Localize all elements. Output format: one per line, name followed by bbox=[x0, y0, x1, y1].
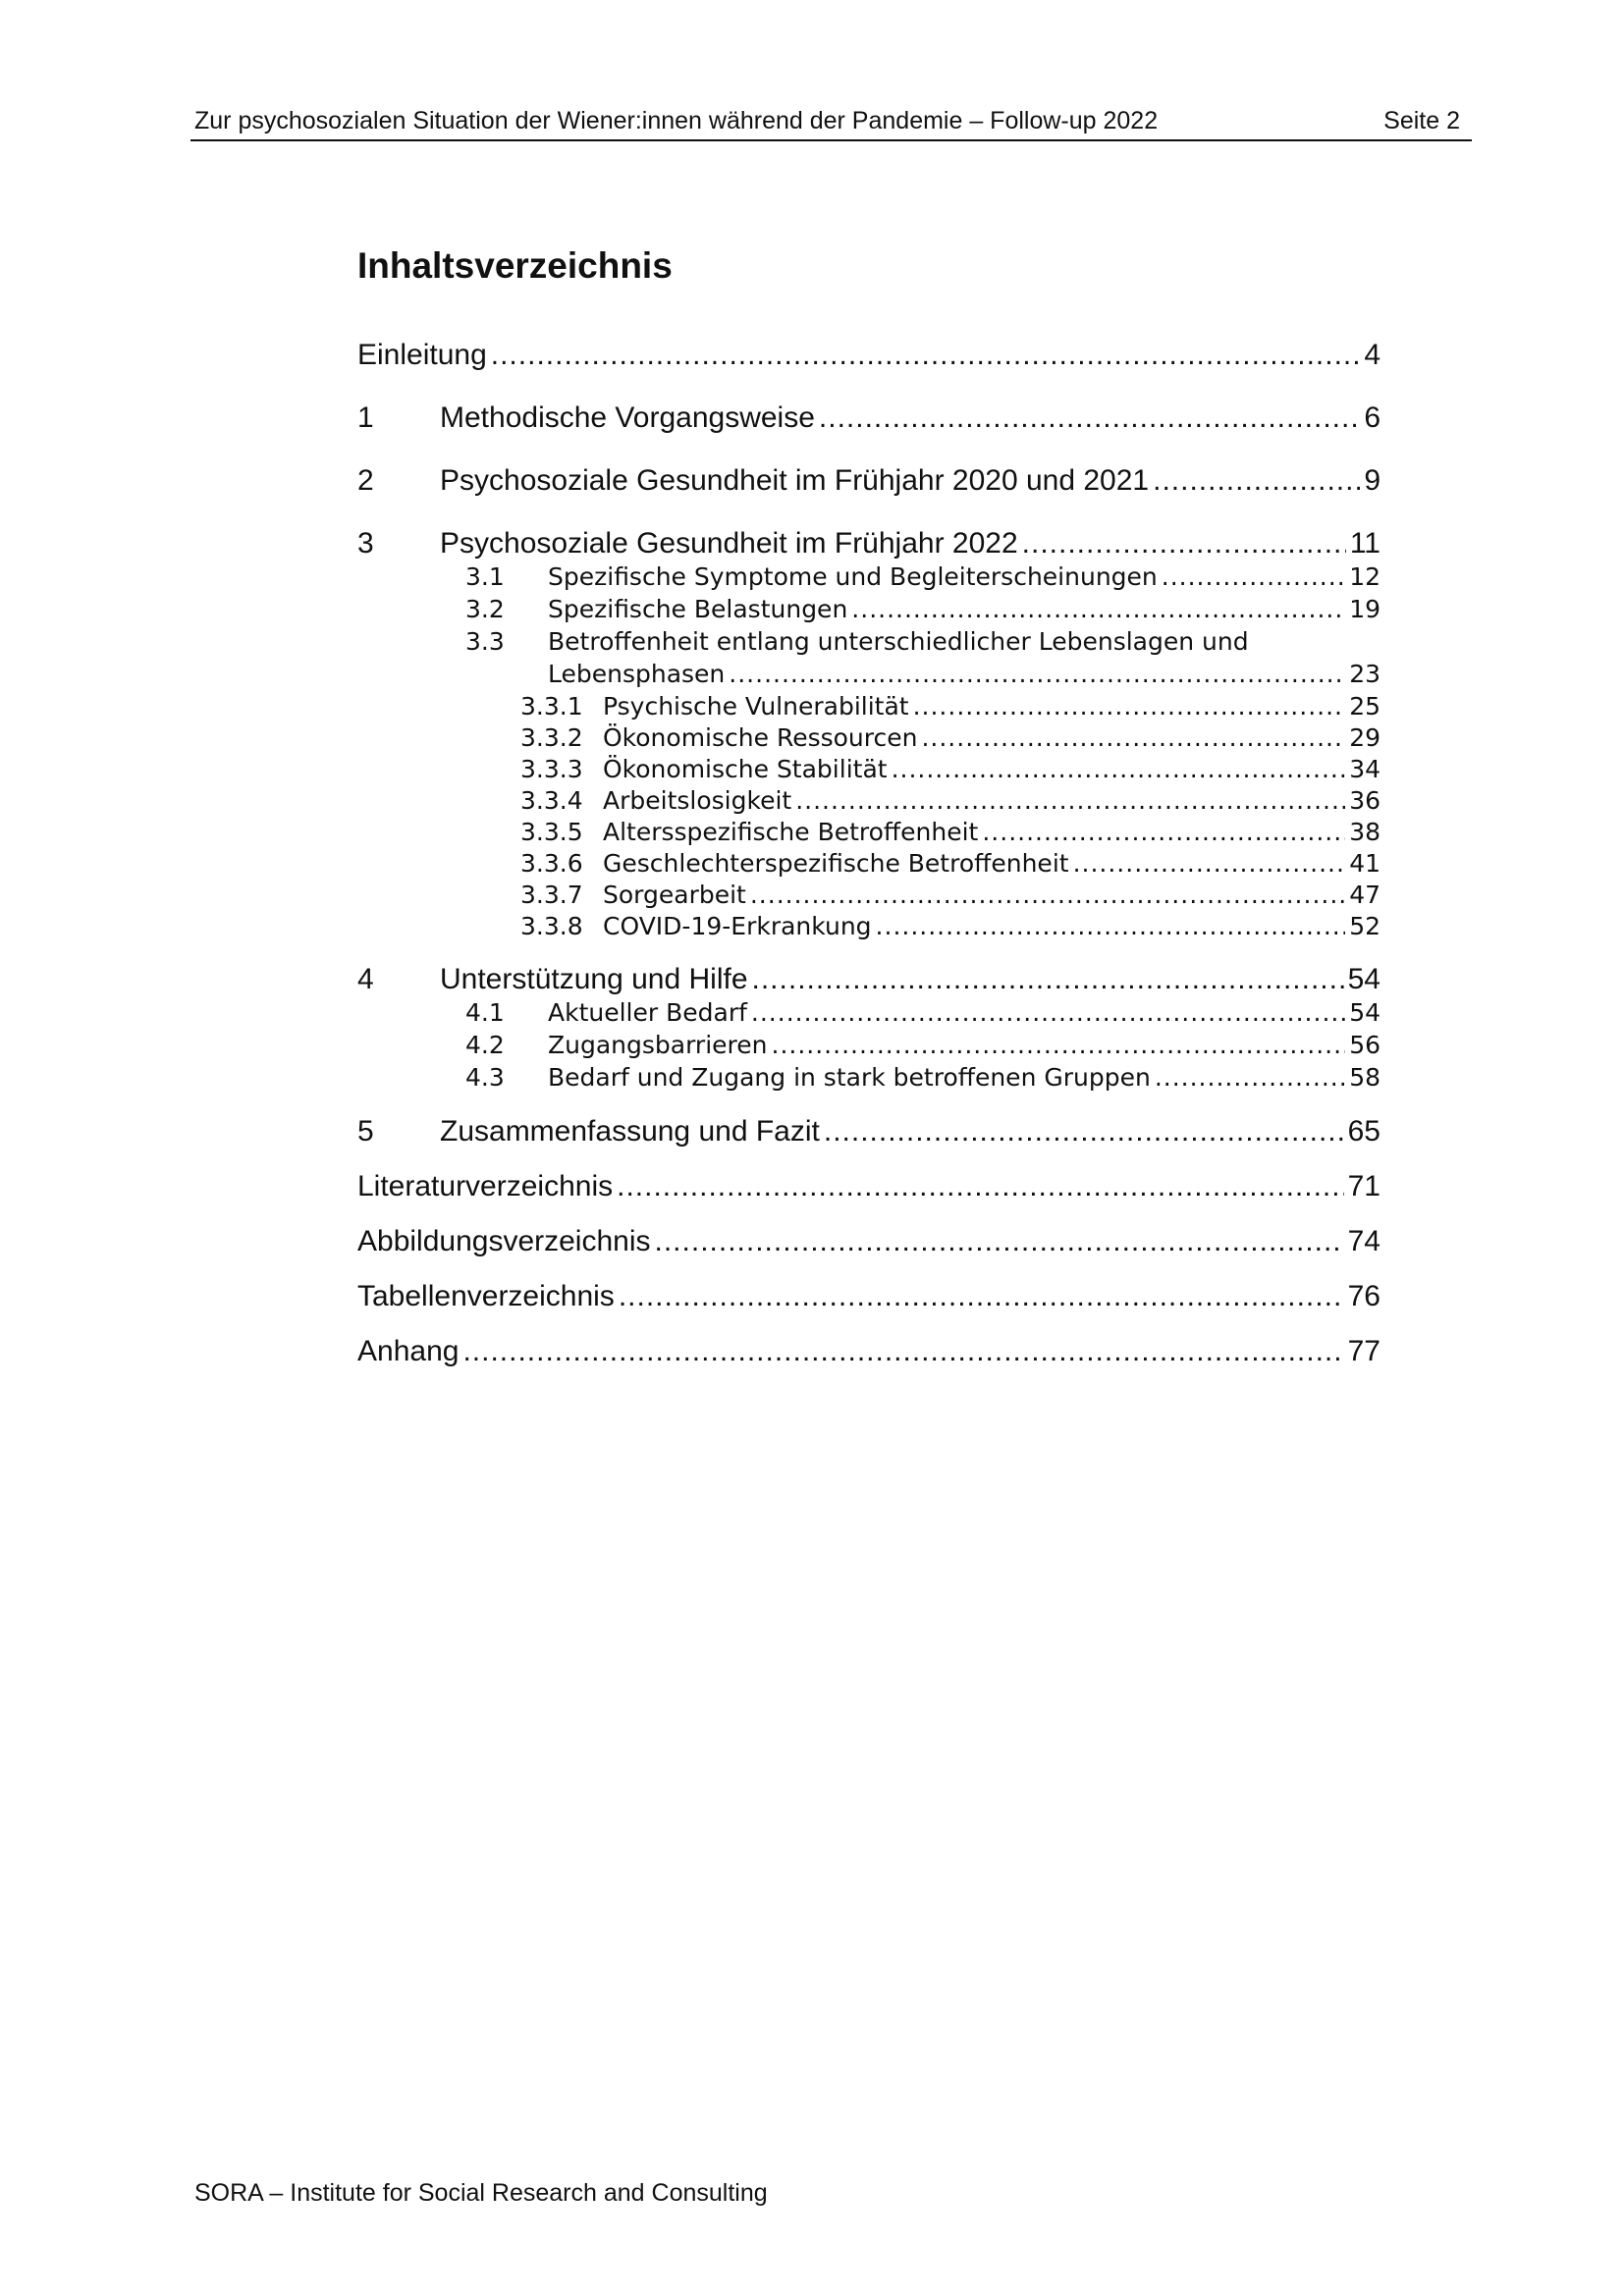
toc-leader-dots bbox=[619, 1271, 1344, 1322]
toc-entry-3-3-1[interactable] bbox=[357, 691, 1380, 722]
toc-entry-label: Psychosoziale Gesundheit im Frühjahr 2022 bbox=[440, 527, 1018, 560]
toc-leader-dots bbox=[1153, 455, 1360, 507]
toc-entry-3-3-8[interactable] bbox=[357, 911, 1380, 942]
toc-entry-5[interactable] bbox=[357, 1106, 1380, 1161]
toc-entry-page: 52 bbox=[1349, 912, 1380, 940]
toc-entry-page: 23 bbox=[1349, 660, 1380, 688]
toc-entry-page: 9 bbox=[1364, 464, 1380, 497]
toc-entry-number: 1 bbox=[357, 401, 374, 434]
toc-entry-3-3-4[interactable] bbox=[357, 785, 1380, 817]
toc-entry-label: Aktueller Bedarf bbox=[548, 998, 747, 1027]
toc-entry-label: Zugangsbarrieren bbox=[548, 1031, 768, 1059]
toc-entry-4[interactable] bbox=[357, 954, 1380, 997]
toc-leader-dots bbox=[729, 659, 1345, 690]
toc-entry-label: Altersspezifische Betroffenheit bbox=[603, 818, 979, 846]
toc-entry-label: Tabellenverzeichnis bbox=[357, 1280, 615, 1312]
toc-entry-page: 77 bbox=[1347, 1335, 1380, 1367]
toc-entry-number: 3.3.4 bbox=[520, 786, 583, 815]
toc-entry-page: 71 bbox=[1347, 1170, 1380, 1202]
toc-entry-label: Betroffenheit entlang unterschiedlicher Lebenslagen und bbox=[548, 627, 1249, 656]
toc-entry-page: 19 bbox=[1349, 595, 1380, 623]
toc-leader-dots bbox=[1073, 848, 1346, 880]
toc-entry-2[interactable] bbox=[357, 455, 1380, 518]
toc-entry-number: 3.3 bbox=[465, 627, 505, 656]
toc-leader-dots bbox=[750, 880, 1345, 911]
toc-entry-page: 76 bbox=[1347, 1280, 1380, 1312]
toc-entry-page: 4 bbox=[1364, 339, 1380, 371]
toc-entry-einleitung[interactable] bbox=[357, 330, 1380, 393]
toc-entry-page: 38 bbox=[1349, 818, 1380, 846]
toc-entry-label: Psychosoziale Gesundheit im Frühjahr 2020 und 2021 bbox=[440, 464, 1150, 497]
toc-leader-dots bbox=[772, 1030, 1346, 1061]
toc-entry-label: Anhang bbox=[357, 1335, 460, 1367]
toc-entry-label: Geschlechterspezifische Betroffenheit bbox=[603, 849, 1069, 878]
toc-entry-3-3-6[interactable] bbox=[357, 848, 1380, 880]
toc-entry-number: 3.3.5 bbox=[520, 818, 583, 846]
toc-entry-3-3-line1[interactable] bbox=[357, 626, 1380, 659]
toc-entry-page: 47 bbox=[1349, 881, 1380, 909]
toc-entry-page: 65 bbox=[1347, 1115, 1380, 1148]
toc-entry-label: Ökonomische Stabilität bbox=[603, 755, 888, 783]
header-page-number: Seite 2 bbox=[1383, 107, 1460, 134]
toc-entry-label: Ökonomische Ressourcen bbox=[603, 723, 918, 752]
toc-entry-label: Spezifische Symptome und Begleiterscheinungen bbox=[548, 562, 1158, 591]
toc-entry-number: 3.3.2 bbox=[520, 723, 583, 752]
toc-entry-page: 6 bbox=[1364, 401, 1380, 434]
toc-entry-label: COVID-19-Erkrankung bbox=[603, 912, 872, 940]
toc-leader-dots bbox=[795, 785, 1345, 817]
toc-entry-number: 3.3.8 bbox=[520, 912, 583, 940]
toc-entry-4-1[interactable] bbox=[357, 997, 1380, 1030]
toc-entry-number: 3.3.1 bbox=[520, 692, 583, 721]
page-footer: SORA – Institute for Social Research and Consulting bbox=[194, 2179, 768, 2207]
toc-entry-3-1[interactable] bbox=[357, 561, 1380, 594]
toc-entry-page: 29 bbox=[1349, 723, 1380, 752]
toc-entry-number: 3.3.7 bbox=[520, 881, 583, 909]
toc-entry-number: 4 bbox=[357, 963, 374, 995]
toc-entry-label: Arbeitslosigkeit bbox=[603, 786, 792, 815]
toc-leader-dots bbox=[892, 754, 1346, 785]
toc-entry-4-3[interactable] bbox=[357, 1062, 1380, 1095]
toc-leader-dots bbox=[751, 997, 1345, 1029]
page-header bbox=[190, 102, 1472, 141]
toc-entry-3-3-2[interactable] bbox=[357, 722, 1380, 754]
toc-entry-number: 4.3 bbox=[465, 1063, 505, 1092]
toc-leader-dots bbox=[491, 330, 1361, 381]
toc-leader-dots bbox=[851, 594, 1345, 625]
toc-entry-3[interactable] bbox=[357, 518, 1380, 561]
toc-entry-number: 3.2 bbox=[465, 595, 505, 623]
toc-entry-label: Einleitung bbox=[357, 339, 487, 371]
toc-entry-page: 54 bbox=[1349, 998, 1380, 1027]
toc-entry-number: 3.3.6 bbox=[520, 849, 583, 878]
toc-entry-number: 5 bbox=[357, 1115, 374, 1148]
toc-entry-label: Lebensphasen bbox=[548, 660, 726, 688]
toc-leader-dots bbox=[617, 1161, 1344, 1212]
toc-entry-page: 74 bbox=[1347, 1225, 1380, 1257]
toc-entry-literaturverzeichnis[interactable] bbox=[357, 1161, 1380, 1216]
toc-entry-tabellenverzeichnis[interactable] bbox=[357, 1271, 1380, 1326]
toc-entry-label: Literaturverzeichnis bbox=[357, 1170, 614, 1202]
toc-entry-3-3-3[interactable] bbox=[357, 754, 1380, 785]
toc-entry-page: 56 bbox=[1349, 1031, 1380, 1059]
toc-entry-number: 2 bbox=[357, 464, 374, 497]
toc-leader-dots bbox=[982, 817, 1345, 848]
toc-entry-number: 3.3.3 bbox=[520, 755, 583, 783]
toc-leader-dots bbox=[1155, 1062, 1345, 1094]
toc-entry-page: 41 bbox=[1349, 849, 1380, 878]
toc-entry-page: 12 bbox=[1349, 562, 1380, 591]
toc-entry-label: Methodische Vorgangsweise bbox=[440, 401, 815, 434]
toc-leader-dots bbox=[824, 1106, 1344, 1157]
toc-entry-4-2[interactable] bbox=[357, 1030, 1380, 1062]
toc-leader-dots bbox=[1162, 561, 1345, 593]
toc-entry-page: 58 bbox=[1349, 1063, 1380, 1092]
toc-leader-dots bbox=[921, 722, 1345, 754]
toc-entry-label: Abbildungsverzeichnis bbox=[357, 1225, 651, 1257]
toc-entry-label: Sorgearbeit bbox=[603, 881, 746, 909]
toc-entry-number: 4.2 bbox=[465, 1031, 505, 1059]
header-title: Zur psychosozialen Situation der Wiener:innen während der Pandemie – Follow-up 2022 bbox=[194, 107, 1159, 134]
toc-entry-number: 4.1 bbox=[465, 998, 505, 1027]
toc-entry-page: 34 bbox=[1349, 755, 1380, 783]
toc-entry-label: Spezifische Belastungen bbox=[548, 595, 848, 623]
toc-entry-page: 11 bbox=[1349, 527, 1380, 560]
toc-entry-1[interactable] bbox=[357, 393, 1380, 455]
toc-entry-3-2[interactable] bbox=[357, 594, 1380, 626]
toc-entry-page: 25 bbox=[1349, 692, 1380, 721]
toc-heading: Inhaltsverzeichnis bbox=[357, 245, 673, 286]
toc-leader-dots bbox=[819, 393, 1360, 444]
toc-entry-abbildungsverzeichnis[interactable] bbox=[357, 1216, 1380, 1271]
toc-entry-label: Psychische Vulnerabilität bbox=[603, 692, 909, 721]
toc-entry-anhang[interactable] bbox=[357, 1326, 1380, 1381]
table-of-contents bbox=[357, 330, 1380, 1381]
toc-leader-dots bbox=[655, 1216, 1344, 1267]
toc-entry-number: 3 bbox=[357, 527, 374, 560]
toc-entry-label: Bedarf und Zugang in stark betroffenen Gruppen bbox=[548, 1063, 1151, 1092]
toc-entry-number: 3.1 bbox=[465, 562, 505, 591]
toc-entry-page: 36 bbox=[1349, 786, 1380, 815]
toc-entry-3-3-5[interactable] bbox=[357, 817, 1380, 848]
toc-entry-3-3-7[interactable] bbox=[357, 880, 1380, 911]
toc-entry-label: Unterstützung und Hilfe bbox=[440, 963, 748, 995]
toc-entry-label: Zusammenfassung und Fazit bbox=[440, 1115, 820, 1148]
toc-leader-dots bbox=[913, 691, 1346, 722]
toc-entry-3-3[interactable] bbox=[357, 659, 1380, 691]
toc-leader-dots bbox=[462, 1326, 1343, 1377]
toc-leader-dots bbox=[876, 911, 1346, 942]
toc-entry-page: 54 bbox=[1347, 963, 1380, 995]
